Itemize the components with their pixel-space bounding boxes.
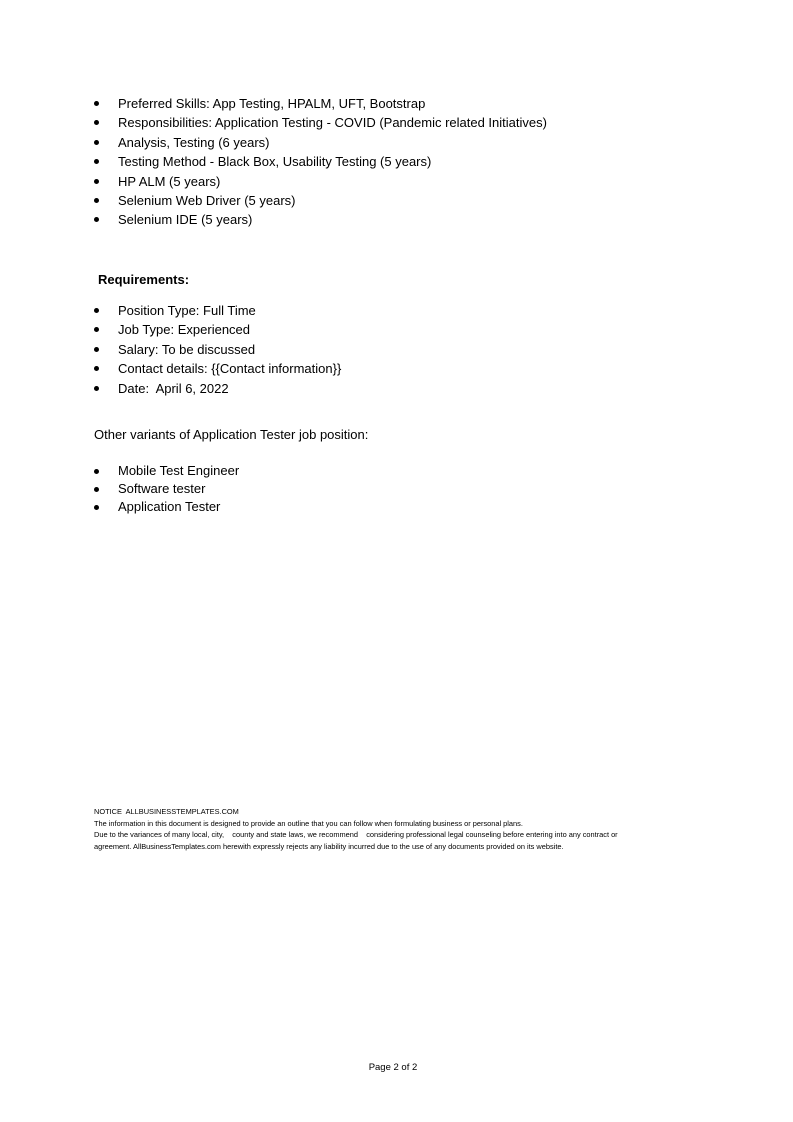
- list-item: [94, 480, 239, 498]
- list-item: [94, 379, 341, 398]
- list-item: [94, 498, 239, 516]
- bullet-icon: [94, 198, 99, 203]
- list-item-text: Position Type: Full Time: [118, 303, 256, 318]
- notice-title: NOTICE ALLBUSINESSTEMPLATES.COM: [94, 807, 239, 816]
- list-item: [94, 191, 547, 210]
- requirements-list: [94, 301, 341, 398]
- list-item-text: Preferred Skills: App Testing, HPALM, UFT, Bootstrap: [118, 96, 426, 111]
- list-item-text: Job Type: Experienced: [118, 322, 251, 338]
- list-item-text: Selenium IDE (5 years): [118, 212, 253, 228]
- bullet-icon: [94, 347, 99, 352]
- list-item-text: Analysis, Testing (6 years): [118, 134, 270, 150]
- list-item: [94, 133, 547, 152]
- bullet-icon: [94, 487, 99, 492]
- bullet-icon: [94, 179, 99, 184]
- list-item-text: Software tester: [118, 481, 206, 497]
- list-item: [94, 359, 341, 378]
- legal-notice: [94, 806, 694, 852]
- list-item: [94, 320, 341, 339]
- bullet-icon: [94, 217, 99, 222]
- list-item: [94, 94, 547, 113]
- notice-line: agreement. AllBusinessTemplates.com herewith expressly rejects any liability incurred due to the use of any documents provided on its website.: [94, 841, 564, 851]
- bullet-icon: [94, 469, 99, 474]
- bullet-icon: [94, 386, 99, 391]
- bullet-icon: [94, 366, 99, 371]
- bullet-icon: [94, 308, 99, 313]
- variants-intro-text: Other variants of Application Tester job position:: [94, 427, 369, 442]
- list-item-text: Mobile Test Engineer: [118, 463, 240, 478]
- list-item-text: HP ALM (5 years): [118, 173, 221, 189]
- list-item: [94, 340, 341, 359]
- list-item: [94, 172, 547, 191]
- page-number: Page 2 of 2: [368, 1062, 418, 1073]
- list-item-text: Selenium Web Driver (5 years): [118, 192, 296, 208]
- bullet-icon: [94, 505, 99, 510]
- list-item: [94, 152, 547, 171]
- list-item-text: Application Tester: [118, 499, 221, 515]
- list-item-text: Contact details: {{Contact information}}: [118, 361, 342, 377]
- requirements-heading: Requirements:: [98, 272, 190, 287]
- list-item: [94, 210, 547, 229]
- bullet-icon: [94, 327, 99, 332]
- list-item-text: Responsibilities: Application Testing - COVID (Pandemic related Initiatives): [118, 115, 547, 131]
- bullet-icon: [94, 140, 99, 145]
- notice-line: Due to the variances of many local, city, county and state laws, we recommend considering professional legal counseling before entering into any contract or: [94, 830, 618, 839]
- list-item: [94, 113, 547, 132]
- list-item-text: Date: April 6, 2022: [118, 380, 229, 396]
- bullet-icon: [94, 101, 99, 106]
- list-item: [94, 301, 341, 320]
- notice-line: The information in this document is designed to provide an outline that you can follow when formulating business or personal plans.: [94, 818, 523, 828]
- list-item-text: Testing Method - Black Box, Usability Testing (5 years): [118, 154, 432, 170]
- bullet-icon: [94, 159, 99, 164]
- list-item: [94, 462, 239, 480]
- list-item-text: Salary: To be discussed: [118, 341, 256, 357]
- skills-list: [94, 94, 547, 230]
- bullet-icon: [94, 120, 99, 125]
- variants-list: [94, 462, 239, 517]
